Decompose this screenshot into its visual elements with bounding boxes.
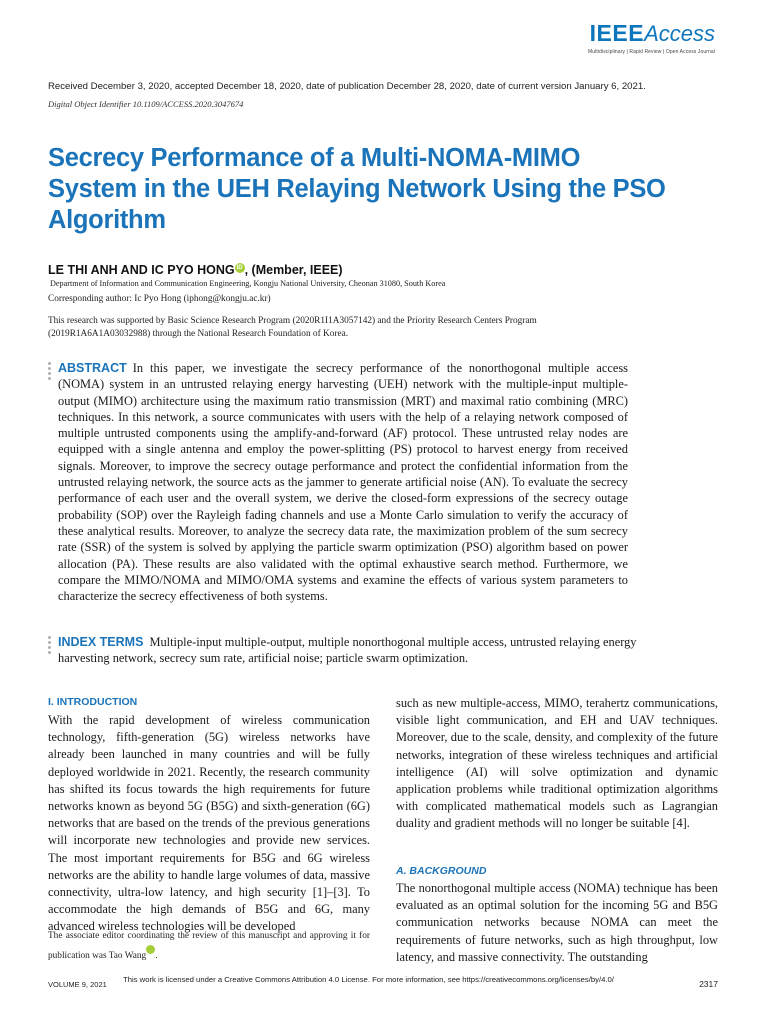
introduction-text: With the rapid development of wireless communication technology, fifth-generation (5G) wireless networks have already been launched in many countries and will be fully deployed worldwide in 2021. Recently, the research community has shifted its focus towards the high requirements for future networks known as beyond 5G (B5G) and sixth-generation (6G) networks that are based on the trends of the previous generations will incorporate new technologies and provide new services. The most important requirements for B5G and 6G wireless networks are the ability to handle large volumes of data, massive connectivity, ultra-low latency, and high security [1]–[3]. To accommodate the high demands of B5G and 6G, many advanced wireless technologies will be developed: [48, 713, 370, 934]
journal-logo: [588, 20, 715, 55]
abstract-dots-icon: [48, 362, 51, 382]
index-terms-dots-icon: [48, 636, 51, 656]
author-names: LE THI ANH AND IC PYO HONG: [48, 263, 235, 278]
logo-ieee: IEEE: [589, 20, 645, 46]
footnote-end: .: [155, 951, 158, 962]
affiliation: Department of Information and Communication Engineering, Kongju National University, Cheonan 31080, South Korea: [50, 279, 446, 288]
editor-footnote: [48, 928, 370, 965]
orcid-icon[interactable]: iD: [236, 265, 243, 271]
index-terms-label: INDEX TERMS: [58, 635, 144, 649]
funding-note: This research was supported by Basic Science Research Program (2020R1I1A3057142) and the Priority Research Centers Program (2019R1A6A1A03032988) through the National Research Foundation of Korea.: [48, 316, 537, 339]
logo-tagline: Multidisciplinary | Rapid Review | Open Access Journal: [588, 49, 715, 55]
abstract: [58, 360, 628, 604]
corresponding-author: Corresponding author: Ic Pyo Hong (iphong@kongju.ac.kr): [48, 294, 271, 304]
authors: [48, 263, 343, 277]
doi: Digital Object Identifier 10.1109/ACCESS.2020.3047674: [48, 99, 244, 109]
orcid-icon[interactable]: [146, 945, 155, 954]
index-terms-text: Multiple-input multiple-output, multiple nonorthogonal multiple access, untrusted relaying energy harvesting network, secrecy sum rate, artificial noise; particle swarm optimization.: [58, 635, 637, 666]
volume-label: VOLUME 9, 2021: [48, 980, 107, 989]
received-dates: Received December 3, 2020, accepted December 18, 2020, date of publication December 28, 2020, date of current version January 6, 2021.: [48, 81, 646, 92]
introduction-continued-text: such as new multiple-access, MIMO, terahertz communications, visible light communication, and EH and UAV techniques. Moreover, due to the scale, density, and complexity of the future networks, integration of these wireless techniques and artificial intelligence (AI) will solve optimization and dynamic application problems while traditional optimization algorithms with complicated mathematical models such as Lagrangian duality and gradient methods will no longer be suitable [4].: [396, 696, 718, 831]
paper-title: Secrecy Performance of a Multi-NOMA-MIMO System in the UEH Relaying Network Using the PSO Algorithm: [48, 144, 666, 234]
section-heading-background: A. BACKGROUND: [396, 865, 487, 877]
page-number: 2317: [699, 979, 718, 989]
background-text: The nonorthogonal multiple access (NOMA) technique has been evaluated as an optimal solution for the incoming 5G and B5G communication networks because NOMA can meet the requirements of future networks, such as high throughput, low latency, and massive connectivity. The outstanding: [396, 881, 718, 964]
abstract-text: In this paper, we investigate the secrecy performance of the nonorthogonal multiple access (NOMA) system in an untrusted relaying energy harvesting (UEH) network with the multiple-input multiple-output (MIMO) architecture using the maximum ratio transmission (MRT) and maximal ratio combining (MRC) techniques. In this network, a source communicates with users with the help of a relaying network composed of multiple untrusted components using the amplify-and-forward (AF) protocol. These untrusted relay nodes are equipped with a single antenna and employ the power-splitting (PS) protocol to harvest energy from received signals. Moreover, to improve the secrecy outage performance and protect the confidential information from the untrusted relaying network, the source acts as the jammer to generate artificial noise (AN). To evaluate the secrecy performance of each user and the overall system, we derive the closed-form expressions of the secrecy outage probability (SOP) over the Rayleigh fading channels and use a Monte Carlo simulation to verify the accuracy of these analytical results. Moreover, to analyze the secrecy data rate, the maximization problem of the sum secrecy rate (SSR) of the system is solved by applying the particle swarm optimization (PSO) algorithm based on power allocation (PA). These results are also validated with the optimal exhaustive search method. Furthermore, we compare the MIMO/NOMA and MIMO/OMA systems and examine the effects of various system parameters to characterize the secrecy effectiveness of both systems.: [58, 361, 628, 604]
editor-footnote-text: The associate editor coordinating the review of this manuscript and approving it for publication was Tao Wang: [48, 931, 370, 962]
author-membership: , (Member, IEEE): [244, 263, 343, 278]
logo-access: Access: [644, 21, 715, 46]
section-heading-introduction: I. INTRODUCTION: [48, 696, 138, 708]
license-note: This work is licensed under a Creative Commons Attribution 4.0 License. For more information, see https://creativecommons.org/licenses/by/4.0/: [123, 975, 614, 984]
index-terms: [58, 634, 638, 667]
abstract-label: ABSTRACT: [58, 361, 127, 375]
